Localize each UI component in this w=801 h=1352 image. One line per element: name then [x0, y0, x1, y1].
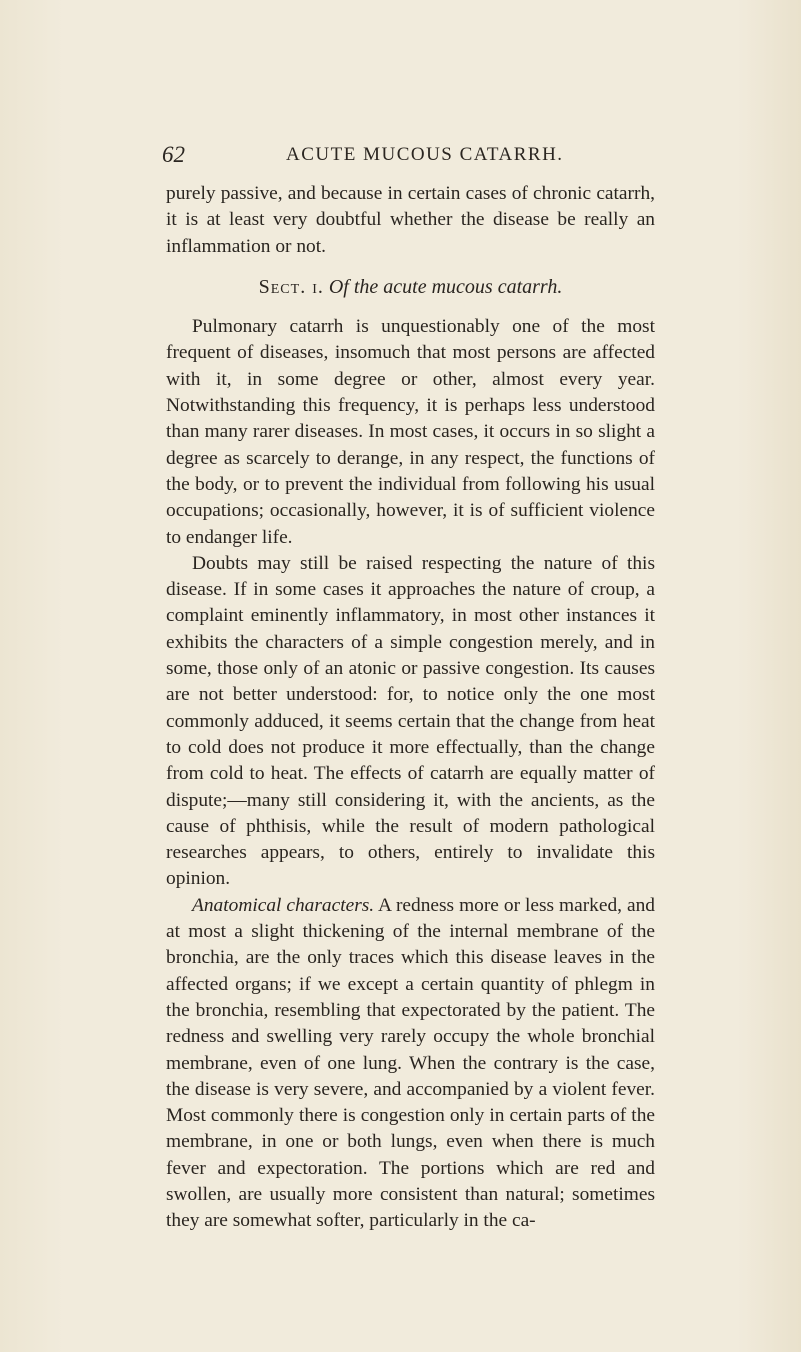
body-text: [166, 181, 655, 1235]
paragraph-text: A redness more or less marked, and at most a slight thickening of the internal membrane of the bronchia, are the only traces which this disease leaves in the affected organs; if we except a certain quantity of phlegm in the bronchia, resembling that expectorated by the patient. The redness and swelling very rarely occupy the whole bronchial membrane, even of one lung. When the contrary is the case, the disease is very severe, and accompanied by a violent fever. Most commonly there is congestion only in certain parts of the membrane, in one or both lungs, even when there is much fever and expectoration. The portions which are red and swollen, are usually more consistent than natural; sometimes they are somewhat softer, particularly in the ca-: [166, 894, 655, 1232]
paragraph-lead-in: Anatomical characters.: [192, 894, 375, 916]
section-title: Of the acute mucous catarrh.: [328, 275, 563, 298]
section-label: Sect. i.: [258, 275, 324, 298]
running-title: ACUTE MUCOUS CATARRH.: [286, 144, 564, 165]
paragraph: [166, 893, 655, 1235]
running-header: [162, 142, 662, 168]
section-heading: [166, 274, 655, 300]
continuation-paragraph: purely passive, and because in certain cases of chronic catarrh, it is at least very doubtful whether the disease be really an inflammation or not.: [166, 183, 655, 257]
page-number: 62: [162, 142, 185, 167]
paragraph: Doubts may still be raised respecting the nature of this disease. If in some cases it approaches the nature of croup, a complaint eminently inflammatory, in most other instances it exhibits the characters of a simple congestion merely, and in some, those only of an atonic or passive congestion. Its causes are not better understood: for, to notice only the one most commonly adduced, it seems certain that the change from heat to cold does not produce it more effectually, than the change from cold to heat. The effects of catarrh are equally matter of dispute;—many still considering it, with the ancients, as the cause of phthisis, while the result of modern pathological researches appears, to others, entirely to invalidate this opinion.: [166, 552, 655, 890]
paragraph: Pulmonary catarrh is unquestionably one of the most frequent of diseases, insomuch that most persons are affected with it, in some degree or other, almost every year. Notwithstanding this frequency, it is perhaps less understood than many rarer diseases. In most cases, it occurs in so slight a degree as scarcely to derange, in any respect, the functions of the body, or to prevent the individual from following his usual occupations; occasionally, however, it is of sufficient violence to endanger life.: [166, 316, 655, 548]
